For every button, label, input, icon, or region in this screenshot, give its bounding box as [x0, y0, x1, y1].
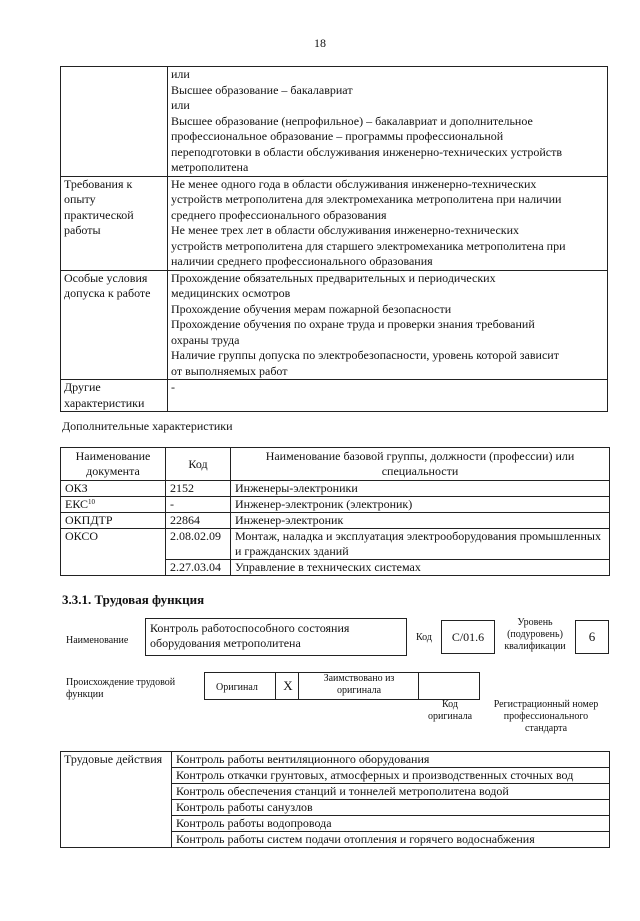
doc-cell — [61, 497, 166, 513]
reg-number-label: Регистрационный номер профессионального стандарта — [493, 699, 599, 734]
doc-name: ОКЗ — [65, 481, 88, 495]
doc-cell — [61, 513, 166, 529]
education-line: переподготовки в области обслуживания инженерно-технических устройств — [171, 144, 563, 159]
labor-action-item: Контроль работы систем подачи отопления и горячего водоснабжения — [172, 832, 610, 848]
labor-action-item: Контроль работы санузлов — [172, 800, 610, 816]
header-code: Код — [166, 448, 231, 481]
special-conditions-line: Наличие группы допуска по электробезопасности, уровень которой зависит — [171, 348, 559, 362]
experience-row — [61, 176, 608, 270]
doc-name: ЕКС — [65, 497, 89, 511]
experience-line: устройств метрополитена для старшего электромеханика метрополитена при — [171, 238, 566, 253]
education-line: профессиональное образование – программы профессиональной — [171, 129, 504, 143]
code-cell: 2.27.03.04 — [166, 560, 231, 576]
experience-line: наличии среднего профессионального образования — [171, 254, 433, 268]
experience-line: Не менее одного года в области обслуживания инженерно-технических — [171, 176, 537, 191]
experience-label: Требования к опыту практической работы — [61, 176, 168, 270]
special-conditions-line: Прохождение обучения мерам пожарной безопасности — [171, 301, 452, 316]
special-conditions-line: Прохождение обучения по охране труда и проверки знания требований — [171, 317, 535, 331]
special-conditions-value-cell — [168, 270, 608, 380]
labor-action-item: Контроль обеспечения станций и тоннелей метрополитена водой — [172, 784, 610, 800]
level-box — [575, 620, 609, 654]
header-name: Наименование базовой группы, должности (профессии) или специальности — [231, 448, 610, 481]
education-label-cell — [61, 67, 168, 177]
code-cell: 22864 — [166, 513, 231, 529]
name-cell: Монтаж, наладка и эксплуатация электрооборудования промышленных и гражданских зданий — [231, 529, 610, 560]
code-label: Код — [416, 632, 432, 643]
doc-cell — [61, 481, 166, 497]
function-name-label: Наименование — [66, 635, 129, 646]
original-label: Оригинал — [216, 682, 258, 693]
education-value-cell — [168, 67, 608, 177]
experience-value-cell — [168, 176, 608, 270]
education-line: или — [171, 98, 190, 112]
additional-characteristics-table — [60, 447, 610, 576]
labor-action-item: Контроль работы водопровода — [172, 816, 610, 832]
special-conditions-row — [61, 270, 608, 380]
name-cell: Инженер-электроник — [231, 513, 610, 529]
other-row — [61, 380, 608, 412]
education-line: Высшее образование (непрофильное) – бакалавриат и дополнительное — [171, 113, 533, 128]
table-row — [61, 481, 610, 497]
header-document: Наименование документа — [61, 448, 166, 481]
code-box — [441, 620, 495, 654]
requirements-table — [60, 66, 608, 412]
borrowed-label: Заимствовано из оригинала — [323, 673, 395, 696]
special-conditions-line: медицинских осмотров — [171, 286, 291, 300]
name-cell: Управление в технических системах — [231, 560, 610, 576]
education-line: метрополитена — [171, 160, 249, 174]
origin-label: Происхождение трудовой функции — [66, 677, 176, 700]
table-row — [61, 497, 610, 513]
doc-name: ОКСО — [65, 529, 99, 543]
name-cell: Инженеры-электроники — [231, 481, 610, 497]
doc-name: ОКПДТР — [65, 513, 113, 527]
original-mark: X — [283, 678, 293, 693]
table-row — [61, 529, 610, 560]
function-name-box — [145, 618, 407, 656]
code-cell: 2.08.02.09 — [166, 529, 231, 560]
labor-action-item: Контроль работы вентиляционного оборудования — [172, 752, 610, 768]
other-value: - — [168, 380, 608, 412]
special-conditions-line: охраны труда — [171, 332, 240, 347]
labor-action-row — [61, 752, 610, 768]
header-row — [61, 448, 610, 481]
special-conditions-line: от выполняемых работ — [171, 363, 288, 378]
footnote-ref: 10 — [88, 498, 96, 506]
education-row — [61, 67, 608, 177]
function-name-value: Контроль работоспособного состояния оборудования метрополитена — [150, 621, 350, 650]
code-cell: - — [166, 497, 231, 513]
experience-line: Не менее трех лет в области обслуживания инженерно-технических — [171, 223, 520, 237]
section-title: 3.3.1. Трудовая функция — [62, 592, 205, 607]
education-line: или — [171, 67, 190, 81]
labor-actions-label: Трудовые действия — [61, 752, 172, 848]
experience-line: среднего профессионального образования — [171, 207, 387, 222]
labor-actions-table — [60, 751, 610, 848]
page-number: 18 — [314, 36, 326, 50]
code-original-label: Код оригинала — [427, 699, 473, 722]
other-label: Другие характеристики — [61, 380, 168, 412]
education-line: Высшее образование – бакалавриат — [171, 82, 353, 97]
doc-cell — [61, 529, 166, 576]
name-cell: Инженер-электроник (электроник) — [231, 497, 610, 513]
level-label: Уровень (подуровень) квалификации — [504, 617, 566, 652]
code-cell: 2152 — [166, 481, 231, 497]
special-conditions-line: Прохождение обязательных предварительных и периодических — [171, 270, 496, 285]
code-value: С/01.6 — [451, 630, 485, 644]
special-conditions-label: Особые условия допуска к работе — [61, 270, 168, 380]
experience-line: устройств метрополитена для электромеханика метрополитена при наличии — [171, 192, 562, 206]
level-value: 6 — [588, 629, 596, 644]
additional-characteristics-title: Дополнительные характеристики — [62, 419, 233, 433]
origin-divider — [418, 672, 419, 700]
labor-action-item: Контроль откачки грунтовых, атмосферных и производственных сточных вод — [172, 768, 610, 784]
table-row — [61, 513, 610, 529]
